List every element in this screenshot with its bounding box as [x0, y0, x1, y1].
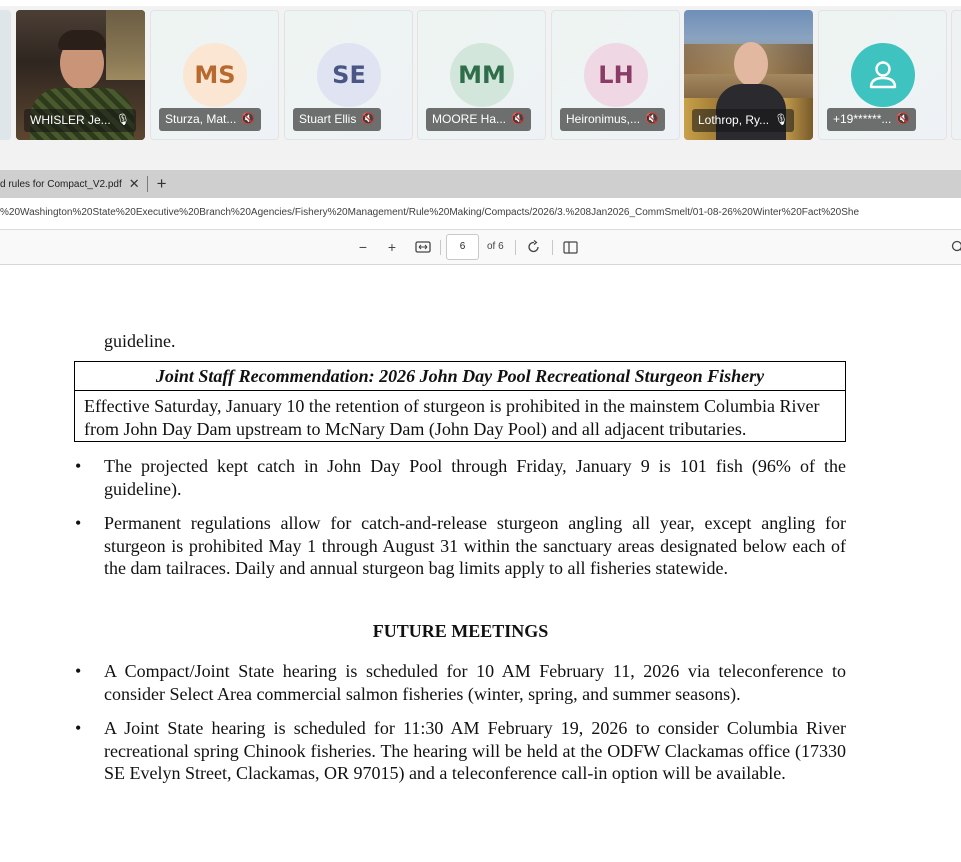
participant-name: MOORE Ha... [432, 112, 507, 126]
avatar: MM [450, 43, 514, 107]
person-head [734, 42, 768, 86]
new-tab-button[interactable]: + [156, 174, 167, 193]
microphone-muted-icon: 🔇 [511, 113, 525, 125]
participant-tile-sturza[interactable] [150, 10, 279, 140]
bullet-text: The projected kept catch in John Day Pool through Friday, January 9 is 101 fish (96% of the guideline). [104, 456, 846, 499]
bullet-icon: • [75, 456, 82, 476]
strip-top-edge [0, 0, 961, 6]
participant-name-pill [159, 108, 261, 131]
avatar: LH [584, 43, 648, 107]
toolbar-separator [440, 240, 441, 255]
url-text[interactable]: %20Washington%20State%20Executive%20Branch%20Agencies/Fishery%20Management/Rule%20Making/Compacts/2026/3.%208Jan2026_CommSmelt/01-08-26%20Winter%20Fact%20She [0, 207, 860, 218]
meeting-participant-strip [0, 0, 961, 170]
participant-tile-heironimus[interactable] [551, 10, 680, 140]
microphone-muted-icon: 🔇 [361, 113, 376, 125]
participant-name-pill [293, 108, 381, 131]
participant-tile-stuart-ellis[interactable] [284, 10, 413, 140]
tab-separator [147, 176, 148, 192]
tab-title: d rules for Compact_V2.pdf [0, 178, 122, 190]
fit-width-icon[interactable] [413, 237, 433, 257]
continued-text: guideline. [104, 331, 176, 351]
tab-pdf-document[interactable] [0, 170, 167, 198]
bullet-text: A Compact/Joint State hearing is scheduled for 10 AM February 11, 2026 via teleconference to consider Select Area commercial salmon fisheries (winter, spring, and summer seasons). [104, 661, 846, 704]
toolbar-separator [515, 240, 516, 255]
recommendation-body: Effective Saturday, January 10 the retention of sturgeon is prohibited in the mainstem Columbia River from John Day Dam upstream to McNary Dam (John Day Pool) and all adjacent tributaries. [84, 396, 820, 439]
browser-tab-bar [0, 170, 961, 198]
page-view-icon[interactable] [561, 237, 579, 257]
recommendation-box [74, 361, 846, 442]
microphone-muted-icon: 🔇 [896, 113, 911, 125]
page-number-input[interactable]: 6 [446, 234, 479, 260]
rotate-icon[interactable] [525, 237, 543, 257]
toolbar-separator [552, 240, 553, 255]
person-hair [58, 30, 106, 50]
participant-name: WHISLER Je... [30, 113, 111, 127]
pdf-page-content [0, 265, 961, 862]
bullet-icon: • [75, 718, 82, 738]
microphone-icon: 🎙 [115, 114, 130, 126]
person-icon [851, 43, 915, 107]
participant-name: Heironimus,... [566, 112, 641, 126]
section-heading: FUTURE MEETINGS [372, 621, 549, 641]
participant-name-pill [560, 108, 665, 131]
microphone-muted-icon: 🔇 [241, 113, 256, 125]
video-background-shelf [106, 10, 145, 80]
participant-tile-moore[interactable] [417, 10, 546, 140]
close-icon[interactable]: ✕ [128, 176, 140, 191]
participant-tile-whisler[interactable] [16, 10, 145, 140]
bullet-text: Permanent regulations allow for catch-and-release sturgeon angling all year, except angling for sturgeon is prohibited May 1 through August 31 within the sanctuary areas designated below each of the dam tailraces. Daily and annual sturgeon bag limits apply to all fisheries statewide. [104, 513, 846, 578]
avatar: MS [183, 43, 247, 107]
participant-name: +19******... [833, 112, 892, 126]
participant-name: Stuart Ellis [299, 112, 357, 126]
address-bar[interactable] [0, 198, 961, 230]
participant-tile-phone[interactable] [818, 10, 947, 140]
page-total-label: of 6 [487, 241, 504, 252]
participant-name-pill [426, 108, 531, 131]
zoom-in-button[interactable]: + [387, 239, 397, 255]
participant-name: Sturza, Mat... [165, 112, 237, 126]
participant-name-pill [827, 108, 916, 131]
zoom-out-button[interactable]: − [358, 239, 368, 255]
bullet-text: A Joint State hearing is scheduled for 11:30 AM February 19, 2026 to consider Columbia River recreational spring Chinook fisheries. The hearing will be held at the ODFW Clackamas office (17330 SE Evelyn Street, Clackamas, OR 97015) and a teleconference call-in option will be available. [104, 718, 846, 783]
participant-tile-partial-left[interactable] [0, 10, 11, 140]
search-icon[interactable] [951, 237, 961, 257]
bullet-icon: • [75, 661, 82, 681]
recommendation-title: Joint Staff Recommendation: 2026 John Day Pool Recreational Sturgeon Fishery [75, 362, 845, 391]
avatar: SE [317, 43, 381, 107]
participant-name-pill [692, 109, 794, 132]
participant-name-pill [24, 109, 136, 132]
pdf-toolbar [0, 230, 961, 265]
participant-name: Lothrop, Ry... [698, 113, 770, 127]
microphone-icon: 🎙 [774, 114, 789, 126]
participant-tile-partial-right[interactable] [951, 10, 961, 140]
bullet-icon: • [75, 513, 82, 533]
participant-tile-lothrop[interactable] [684, 10, 813, 140]
microphone-muted-icon: 🔇 [645, 113, 659, 125]
